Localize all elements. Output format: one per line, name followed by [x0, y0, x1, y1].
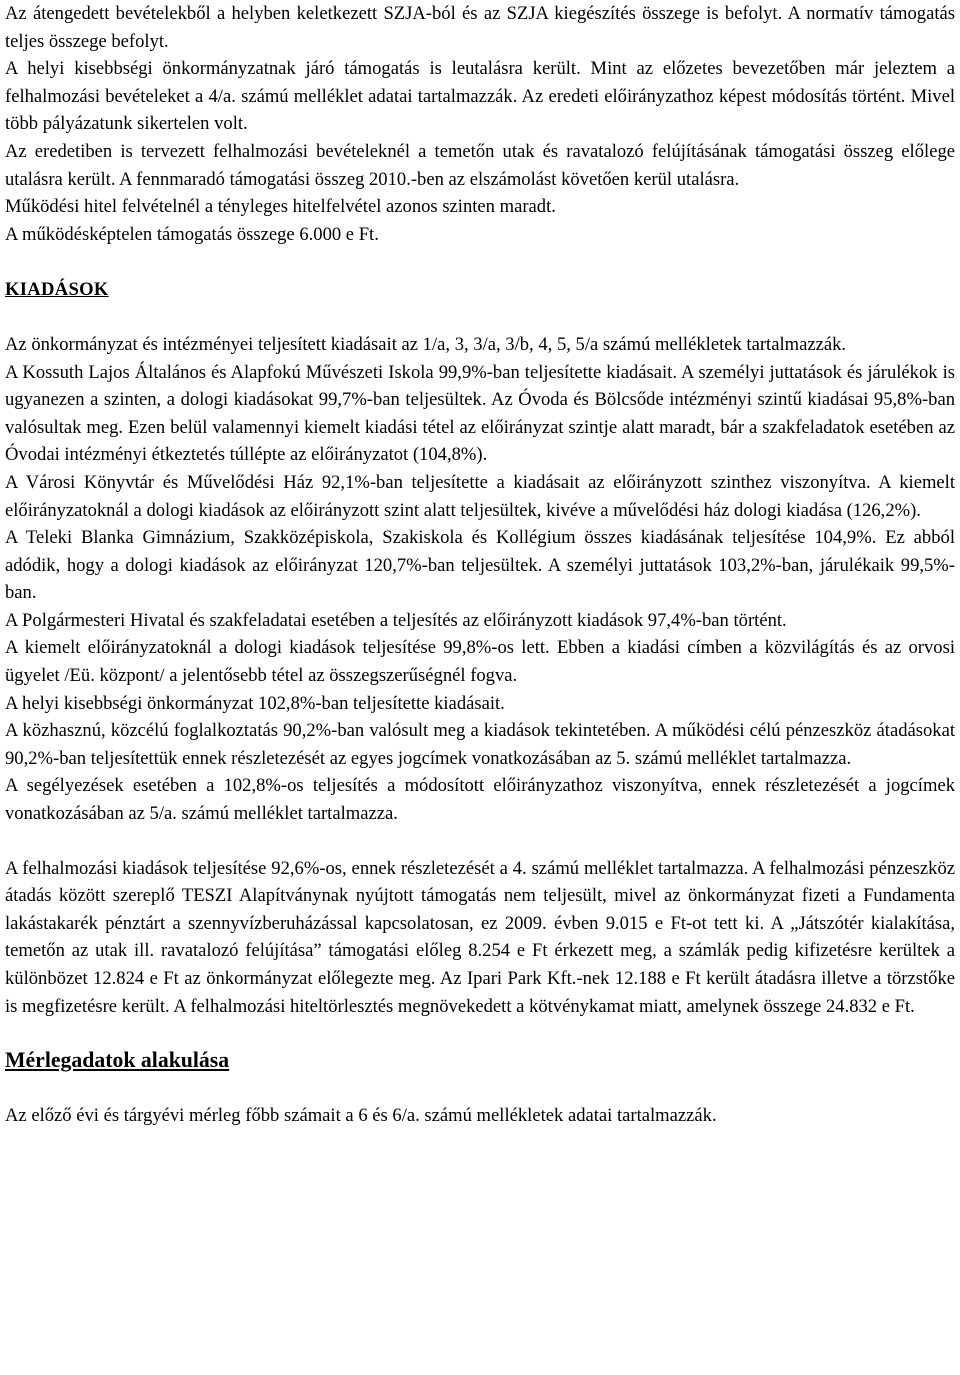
kiadasok-paragraph-1: Az önkormányzat és intézményei teljesített kiadásait az 1/a, 3, 3/a, 3/b, 4, 5, 5/a számú mellékletek tartalmazzák. — [5, 333, 847, 355]
intro-paragraph-3: Az eredetiben is tervezett felhalmozási bevételeknél a temetőn utak és ravatalozó felújításának támogatási összeg előlege utalásra került. A fennmaradó támogatási összeg 2010.-ben az elszámolást követően kerül utalásra. — [5, 140, 955, 190]
kiadasok-paragraph-7: A helyi kisebbségi önkormányzat 102,8%-ban teljesítette kiadásait. — [5, 692, 505, 714]
spacer — [5, 1075, 955, 1102]
kiadasok-paragraph-10: A felhalmozási kiadások teljesítése 92,6%-os, ennek részletezését a 4. számú melléklet tartalmazza. A felhalmozási pénzeszköz átadás között szereplő TESZI Alapítványnak nyújtott támogatás nem teljesült, mivel az önkormányzat fizeti a Fundamenta lakástakarék pénztárt a szennyvízberuházással kapcsolatosan, ez 2009. évben 9.015 e Ft-ot tett ki. A „Játszótér kialakítása, temetőn az utak ill. ravatalozó felújítása” támogatási előleg 8.254 e Ft érkezett meg, a számlák pedig kifizetésre kerültek a különbözet 12.824 e Ft az önkormányzat előlegezte meg. Az Ipari Park Kft.-nek 12.188 e Ft került átadásra illetve a törzstőke is megfizetésre került. A felhalmozási hiteltörlesztés megnövekedett a kötvénykamat miatt, amelynek összege 24.832 e Ft. — [5, 857, 955, 1017]
spacer — [5, 1020, 955, 1047]
kiadasok-paragraph-4: A Teleki Blanka Gimnázium, Szakközépiskola, Szakiskola és Kollégium összes kiadásának teljesítése 104,9%. Ez abból adódik, hogy a dologi kiadások az előirányzat 120,7%-ban teljesültek. A személyi juttatások 103,2%-ban, járulékaik 99,5%-ban. — [5, 527, 955, 604]
kiadasok-paragraph-2: A Kossuth Lajos Általános és Alapfokú Művészeti Iskola 99,9%-ban teljesítette kiadásait. A személyi juttatások és járulékok is ugyanezen a szinten, a dologi kiadásokat 99,7%-ban teljesültek. Az Óvoda és Bölcsőde intézményi szintű kiadásai 95,8%-ban valósultak meg. Ezen belül valamennyi kiemelt kiadási tétel az előirányzat szintje alatt maradt, bár a szakfeladatok esetében az Óvodai intézményi étkeztetés túllépte az előirányzatot (104,8%). — [5, 361, 955, 466]
merleg-paragraph-1: Az előző évi és tárgyévi mérleg főbb számait a 6 és 6/a. számú mellékletek adatai tartalmazzák. — [5, 1104, 717, 1126]
section-heading-kiadasok: KIADÁSOK — [5, 279, 109, 301]
intro-paragraph-1: Az átengedett bevételekből a helyben keletkezett SZJA-ból és az SZJA kiegészítés összege is befolyt. A normatív támogatás teljes összege befolyt. — [5, 3, 955, 52]
intro-paragraph-5: A működésképtelen támogatás összege 6.000 e Ft. — [5, 223, 379, 245]
intro-paragraph-4: Működési hitel felvételnél a tényleges hitelfelvétel azonos szinten maradt. — [5, 196, 556, 218]
spacer — [5, 828, 955, 855]
intro-paragraph-2: A helyi kisebbségi önkormányzatnak járó támogatás is leutalásra került. Mint az előzetes bevezetőben már jeleztem a felhalmozási bevételeket a 4/a. számú melléklet adatai tartalmazzák. Az eredeti előirányzathoz képest módosítás történt. Mivel több pályázatunk sikertelen volt. — [5, 58, 955, 135]
kiadasok-paragraph-5: A Polgármesteri Hivatal és szakfeladatai esetében a teljesítés az előirányzott kiadások 97,4%-ban történt. — [5, 609, 787, 631]
kiadasok-paragraph-8: A közhasznú, közcélú foglalkoztatás 90,2%-ban valósult meg a kiadások tekintetében. A működési célú pénzeszköz átadásokat 90,2%-ban teljesítettük ennek részletezését az egyes jogcímek vonatkozásában az 5. számú melléklet tartalmazza. — [5, 720, 955, 769]
kiadasok-paragraph-6: A kiemelt előirányzatoknál a dologi kiadások teljesítése 99,8%-os lett. Ebben a kiadási címben a közvilágítás és az orvosi ügyelet /Eü. központ/ a jelentősebb tétel az összegszerűségnél fogva. — [5, 637, 955, 687]
spacer — [5, 304, 955, 331]
kiadasok-paragraph-9: A segélyezések esetében a 102,8%-os teljesítés a módosított előirányzathoz viszonyítva, ennek részletezését a jogcímek vonatkozásában az 5/a. számú melléklet tartalmazza. — [5, 775, 955, 825]
kiadasok-paragraph-3: A Városi Könyvtár és Művelődési Ház 92,1%-ban teljesítette a kiadásait az előirányzott szinthez viszonyítva. A kiemelt előirányzatoknál a dologi kiadások az előirányzott szint alatt teljesültek, kivéve a művelődési ház dologi kiadása (126,2%). — [5, 471, 955, 521]
section-heading-merleg: Mérlegadatok alakulása — [5, 1048, 230, 1073]
document-page — [5, 0, 955, 1129]
spacer — [5, 248, 955, 276]
